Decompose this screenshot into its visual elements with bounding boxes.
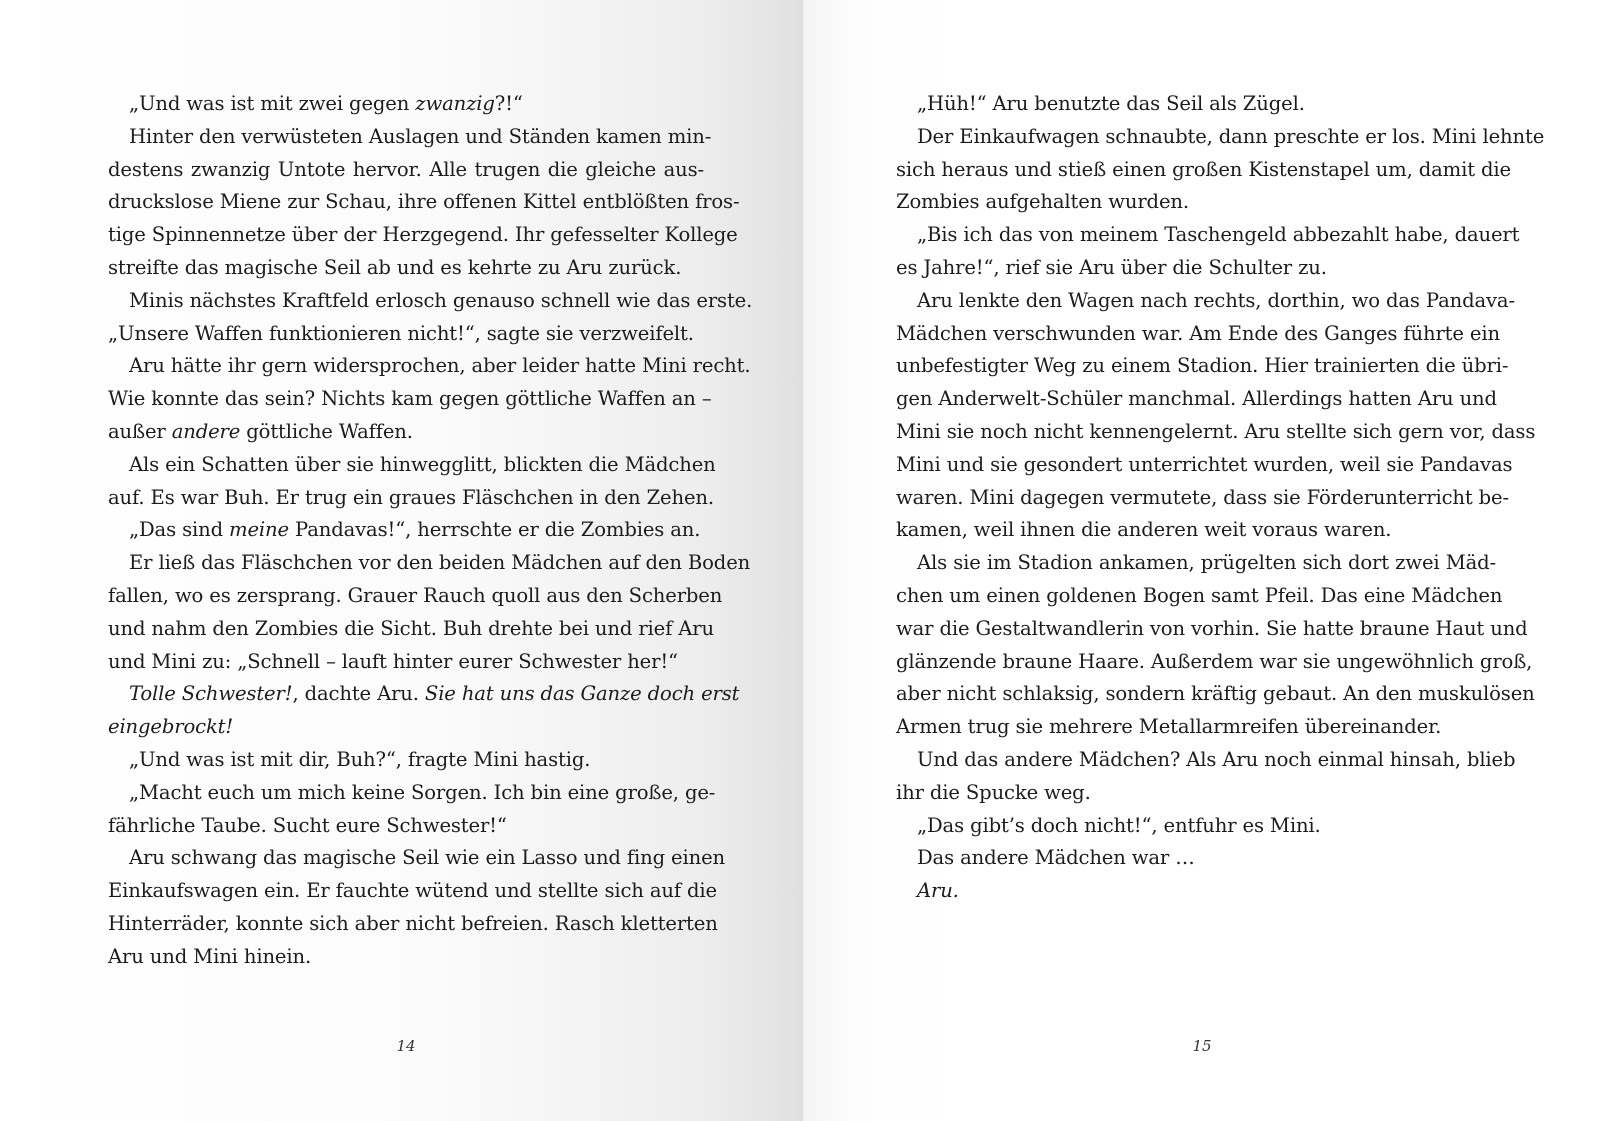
text-line <box>896 121 1545 154</box>
text-line <box>108 941 704 974</box>
text-line <box>108 154 704 187</box>
right-page-number: 15 <box>1192 1037 1212 1055</box>
left-page-number: 14 <box>396 1037 416 1055</box>
text-line <box>896 810 1496 843</box>
text-segment: Hinterräder, konnte sich aber nicht befreien. Rasch kletterten <box>108 911 718 935</box>
text-line <box>108 416 704 449</box>
text-line <box>108 547 751 580</box>
text-segment: Der Einkaufwagen schnaubte, dann preschte er los. Mini lehnte <box>917 124 1545 148</box>
text-segment: Mädchen verschwunden war. Am Ende des Ganges führte ein <box>896 321 1500 345</box>
text-line <box>108 219 738 252</box>
right-page <box>803 0 1600 1121</box>
text-line <box>108 711 704 744</box>
text-line <box>896 154 1511 187</box>
text-segment: ?!“ <box>494 92 523 115</box>
text-line <box>896 219 1520 252</box>
text-segment: Aru lenkte den Wagen nach rechts, dorthin, wo das Pandava- <box>917 288 1515 312</box>
text-segment: „Bis ich das von meinem Taschengeld abbezahlt habe, dauert <box>917 223 1520 247</box>
text-segment: „Und was ist mit zwei gegen <box>129 92 416 115</box>
text-line <box>896 318 1500 351</box>
text-segment: Wie konnte das sein? Nichts kam gegen göttliche Waffen an – <box>108 387 712 411</box>
text-line <box>896 646 1533 679</box>
text-segment: aber nicht schlaksig, sondern kräftig gebaut. An den muskulösen <box>896 682 1535 706</box>
text-line <box>108 810 704 843</box>
italic-text: andere <box>171 419 241 443</box>
text-segment: es Jahre!“, rief sie Aru über die Schulter zu. <box>896 255 1327 279</box>
text-line <box>108 613 714 646</box>
text-segment: Hinter den verwüsteten Auslagen und Ständen kamen min- <box>129 124 712 148</box>
text-line <box>108 285 753 318</box>
text-segment: kamen, weil ihnen die anderen weit voraus waren. <box>896 518 1392 542</box>
italic-text: Tolle Schwester! <box>129 682 293 706</box>
text-line <box>108 252 704 285</box>
text-line <box>108 842 725 875</box>
text-line <box>896 449 1513 482</box>
text-line <box>108 121 712 154</box>
text-segment: fährliche Taube. Sucht eure Schwester!“ <box>108 813 507 837</box>
text-segment: Einkaufswagen ein. Er fauchte wütend und stellte sich auf die <box>108 879 717 903</box>
text-segment: und Mini zu: „Schnell – lauft hinter eurer Schwester her!“ <box>108 649 678 673</box>
text-segment: unbefestigter Weg zu einem Stadion. Hier trainierten die übri- <box>896 354 1509 378</box>
text-line <box>896 482 1509 515</box>
text-line <box>896 252 1496 285</box>
text-line <box>108 908 718 941</box>
text-segment: auf. Es war Buh. Er trug ein graues Fläschchen in den Zehen. <box>108 485 714 509</box>
text-segment: Aru und Mini hinein. <box>108 944 312 968</box>
text-segment: außer <box>108 419 172 443</box>
text-line <box>108 580 723 613</box>
text-line <box>896 580 1503 613</box>
text-segment: „Unsere Waffen funktionieren nicht!“, sagte sie verzweifelt. <box>108 321 694 345</box>
text-line <box>896 875 1496 908</box>
text-line <box>896 678 1535 711</box>
text-line <box>108 383 712 416</box>
italic-text: Sie hat uns das Ganze doch erst <box>424 682 740 706</box>
text-segment: druckslose Miene zur Schau, ihre offenen Kittel entblößten fros- <box>108 190 740 214</box>
text-line <box>896 514 1496 547</box>
text-segment: und nahm den Zombies die Sicht. Buh drehte bei und rief Aru <box>108 616 714 640</box>
text-segment: Er ließ das Fläschchen vor den beiden Mädchen auf den Boden <box>129 551 751 575</box>
text-segment: glänzende braune Haare. Außerdem war sie ungewöhnlich groß, <box>896 649 1533 673</box>
text-segment: Und das andere Mädchen? Als Aru noch einmal hinsah, blieb <box>917 747 1516 771</box>
text-line <box>896 777 1496 810</box>
text-segment: sich heraus und stieß einen großen Kistenstapel um, damit die <box>896 157 1511 181</box>
text-line <box>896 613 1528 646</box>
text-segment: tige Spinnennetze über der Herzgegend. Ihr gefesselter Kollege <box>108 223 738 247</box>
text-segment: Minis nächstes Kraftfeld erlosch genauso schnell wie das erste. <box>129 288 753 312</box>
text-segment: destens zwanzig Untote hervor. Alle trugen die gleiche aus- <box>108 157 704 181</box>
text-segment: „Und was ist mit dir, Buh?“, fragte Mini hastig. <box>129 747 591 771</box>
text-line <box>108 449 716 482</box>
text-line <box>896 285 1515 318</box>
left-page-text <box>108 88 753 974</box>
text-line <box>108 777 716 810</box>
text-segment: Als sie im Stadion ankamen, prügelten sich dort zwei Mäd- <box>917 551 1496 575</box>
text-line <box>896 711 1496 744</box>
text-segment: , dachte Aru. <box>292 682 425 706</box>
text-segment: Zombies aufgehalten wurden. <box>896 190 1189 214</box>
text-segment: Aru schwang das magische Seil wie ein Lasso und fing einen <box>129 846 725 870</box>
text-line <box>108 678 740 711</box>
text-segment: ihr die Spucke weg. <box>896 780 1091 804</box>
text-segment: „Macht euch um mich keine Sorgen. Ich bin eine große, ge- <box>129 780 716 804</box>
text-line <box>896 350 1509 383</box>
text-line <box>896 842 1496 875</box>
text-segment: Mini und sie gesondert unterrichtet wurden, weil sie Pandavas <box>896 452 1513 476</box>
text-line <box>108 88 704 121</box>
text-segment: „Das gibt’s doch nicht!“, entfuhr es Mini. <box>917 813 1321 837</box>
text-segment: Mini sie noch nicht kennengelernt. Aru stellte sich gern vor, dass <box>896 419 1536 443</box>
right-page-text <box>896 88 1545 908</box>
text-segment: „Hüh!“ Aru benutzte das Seil als Zügel. <box>917 92 1305 115</box>
text-line <box>108 875 717 908</box>
text-line <box>108 514 704 547</box>
italic-text: zwanzig <box>415 92 495 115</box>
text-segment: Aru hätte ihr gern widersprochen, aber leider hatte Mini recht. <box>129 354 751 378</box>
text-line <box>896 186 1496 219</box>
italic-text: Aru. <box>917 879 959 903</box>
text-segment: fallen, wo es zersprang. Grauer Rauch quoll aus den Scherben <box>108 583 723 607</box>
text-segment: streifte das magische Seil ab und es kehrte zu Aru zurück. <box>108 255 682 279</box>
text-segment: Das andere Mädchen war … <box>917 846 1195 870</box>
text-segment: gen Anderwelt-Schüler manchmal. Allerdings hatten Aru und <box>896 387 1497 411</box>
text-segment: „Das sind <box>129 518 230 542</box>
italic-text: meine <box>229 518 289 542</box>
text-segment: göttliche Waffen. <box>240 419 413 443</box>
text-line <box>896 88 1496 121</box>
text-line <box>896 547 1496 580</box>
italic-text: eingebrockt! <box>108 715 234 739</box>
text-segment: Armen trug sie mehrere Metallarmreifen übereinander. <box>896 715 1442 739</box>
text-segment: chen um einen goldenen Bogen samt Pfeil. Das eine Mädchen <box>896 583 1503 607</box>
text-line <box>896 744 1516 777</box>
text-line <box>108 350 751 383</box>
text-segment: war die Gestaltwandlerin von vorhin. Sie hatte braune Haut und <box>896 616 1528 640</box>
text-segment: Pandavas!“, herrschte er die Zombies an. <box>288 518 701 542</box>
text-line <box>896 383 1496 416</box>
text-line <box>108 318 704 351</box>
text-line <box>108 186 740 219</box>
text-line <box>108 646 704 679</box>
text-segment: Als ein Schatten über sie hinwegglitt, blickten die Mädchen <box>129 452 716 476</box>
text-line <box>896 416 1536 449</box>
text-line <box>108 482 714 515</box>
text-line <box>108 744 704 777</box>
text-segment: waren. Mini dagegen vermutete, dass sie Förderunterricht be- <box>896 485 1509 509</box>
